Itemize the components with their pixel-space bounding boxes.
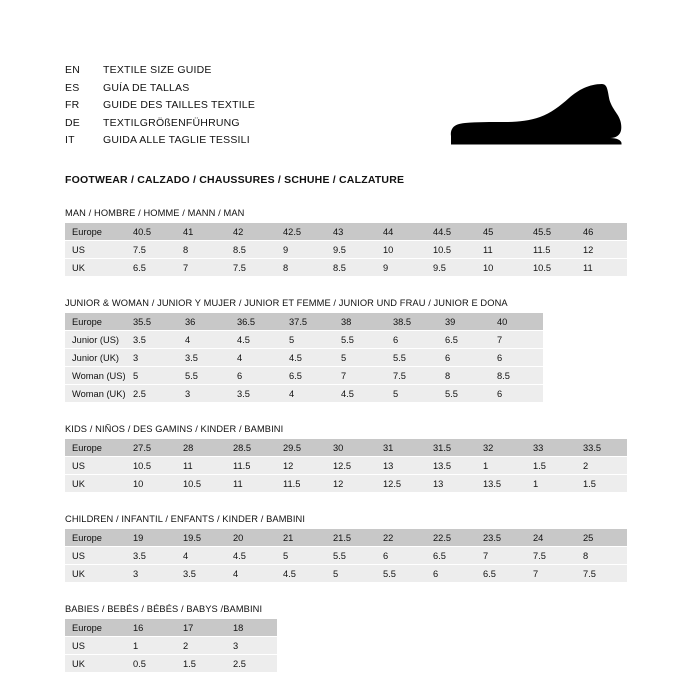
dress-shoe-icon xyxy=(439,74,629,152)
row-label: Junior (US) xyxy=(65,331,127,349)
language-row xyxy=(65,97,255,115)
cell: 6 xyxy=(491,385,543,403)
language-title-list xyxy=(65,62,255,150)
size-table-man xyxy=(65,223,627,276)
cell: 12.5 xyxy=(327,457,377,475)
language-title: TEXTILE SIZE GUIDE xyxy=(103,64,212,76)
cell: 1 xyxy=(127,637,177,655)
cell: 7.5 xyxy=(527,547,577,565)
size-table-junior-woman xyxy=(65,313,543,402)
cell: 3.5 xyxy=(231,385,283,403)
header-cell: 22 xyxy=(377,529,427,547)
table-row xyxy=(65,655,277,673)
cell: 12 xyxy=(577,241,627,259)
table-row xyxy=(65,385,543,403)
table-header-row xyxy=(65,313,543,331)
cell: 7 xyxy=(477,547,527,565)
cell: 4 xyxy=(283,385,335,403)
cell: 6 xyxy=(439,349,491,367)
cell: 1.5 xyxy=(177,655,227,673)
language-title: TEXTILGRÖßENFÜHRUNG xyxy=(103,116,240,129)
language-code: ES xyxy=(65,81,80,94)
language-row xyxy=(65,62,255,80)
cell: 5 xyxy=(335,349,387,367)
cell: 6.5 xyxy=(439,331,491,349)
table-row xyxy=(65,547,627,565)
header-cell: 27.5 xyxy=(127,439,177,457)
language-code: IT xyxy=(65,134,75,146)
cell: 10.5 xyxy=(527,259,577,277)
header-label: Europe xyxy=(65,529,127,547)
size-group-junior-woman xyxy=(65,298,635,402)
header-cell: 37.5 xyxy=(283,313,335,331)
header-cell: 42 xyxy=(227,223,277,241)
header-cell: 30 xyxy=(327,439,377,457)
cell: 4 xyxy=(231,349,283,367)
cell: 2 xyxy=(177,637,227,655)
cell: 4.5 xyxy=(227,547,277,565)
header-cell: 44.5 xyxy=(427,223,477,241)
table-row xyxy=(65,565,627,583)
cell: 1.5 xyxy=(577,475,627,493)
row-label: UK xyxy=(65,259,127,277)
table-row xyxy=(65,259,627,277)
cell: 5.5 xyxy=(439,385,491,403)
cell: 8 xyxy=(177,241,227,259)
size-table-kids xyxy=(65,439,627,492)
cell: 5 xyxy=(283,331,335,349)
cell: 7 xyxy=(177,259,227,277)
language-row xyxy=(65,132,255,150)
cell: 4.5 xyxy=(231,331,283,349)
row-label: UK xyxy=(65,475,127,493)
header-cell: 39 xyxy=(439,313,491,331)
cell: 8 xyxy=(577,547,627,565)
document-header xyxy=(65,62,635,152)
cell: 10 xyxy=(127,475,177,493)
size-group-children xyxy=(65,514,635,582)
cell: 3.5 xyxy=(179,349,231,367)
cell: 12.5 xyxy=(377,475,427,493)
cell: 10.5 xyxy=(427,241,477,259)
cell: 6.5 xyxy=(427,547,477,565)
cell: 12 xyxy=(277,457,327,475)
cell: 3 xyxy=(227,637,277,655)
cell: 11 xyxy=(477,241,527,259)
language-title: GUIDA ALLE TAGLIE TESSILI xyxy=(103,134,250,146)
language-row xyxy=(65,115,255,133)
cell: 13 xyxy=(427,475,477,493)
table-row xyxy=(65,349,543,367)
cell: 1 xyxy=(527,475,577,493)
cell: 3.5 xyxy=(177,565,227,583)
header-cell: 21.5 xyxy=(327,529,377,547)
header-label: Europe xyxy=(65,223,127,241)
cell: 1 xyxy=(477,457,527,475)
cell: 7.5 xyxy=(227,259,277,277)
row-label: US xyxy=(65,457,127,475)
header-cell: 31.5 xyxy=(427,439,477,457)
header-cell: 24 xyxy=(527,529,577,547)
cell: 3 xyxy=(127,565,177,583)
header-cell: 43 xyxy=(327,223,377,241)
header-cell: 18 xyxy=(227,619,277,637)
cell: 3.5 xyxy=(127,547,177,565)
header-cell: 40 xyxy=(491,313,543,331)
cell: 10.5 xyxy=(177,475,227,493)
cell: 5 xyxy=(277,547,327,565)
group-label: KIDS / NIÑOS / DES GAMINS / KINDER / BAMBINI xyxy=(65,424,284,434)
language-title: GUIDE DES TAILLES TEXTILE xyxy=(103,99,256,111)
header-label: Europe xyxy=(65,439,127,457)
cell: 0.5 xyxy=(127,655,177,673)
header-cell: 19.5 xyxy=(177,529,227,547)
header-cell: 42.5 xyxy=(277,223,327,241)
header-cell: 33 xyxy=(527,439,577,457)
cell: 7 xyxy=(335,367,387,385)
cell: 11.5 xyxy=(527,241,577,259)
header-cell: 16 xyxy=(127,619,177,637)
cell: 9.5 xyxy=(327,241,377,259)
language-code: FR xyxy=(65,99,80,111)
header-cell: 36.5 xyxy=(231,313,283,331)
row-label: US xyxy=(65,241,127,259)
cell: 5 xyxy=(127,367,179,385)
cell: 10 xyxy=(477,259,527,277)
header-cell: 38.5 xyxy=(387,313,439,331)
size-table-babies xyxy=(65,619,277,672)
language-code: EN xyxy=(65,64,80,76)
cell: 4.5 xyxy=(283,349,335,367)
language-row xyxy=(65,80,255,98)
cell: 10 xyxy=(377,241,427,259)
row-label: Woman (UK) xyxy=(65,385,127,403)
table-header-row xyxy=(65,223,627,241)
header-cell: 36 xyxy=(179,313,231,331)
header-cell: 32 xyxy=(477,439,527,457)
header-cell: 17 xyxy=(177,619,227,637)
cell: 6.5 xyxy=(477,565,527,583)
cell: 3 xyxy=(179,385,231,403)
header-cell: 29.5 xyxy=(277,439,327,457)
cell: 8.5 xyxy=(491,367,543,385)
cell: 12 xyxy=(327,475,377,493)
cell: 7.5 xyxy=(577,565,627,583)
cell: 11 xyxy=(227,475,277,493)
cell: 13 xyxy=(377,457,427,475)
cell: 3.5 xyxy=(127,331,179,349)
table-row xyxy=(65,637,277,655)
header-cell: 23.5 xyxy=(477,529,527,547)
cell: 7 xyxy=(491,331,543,349)
header-cell: 28 xyxy=(177,439,227,457)
cell: 4.5 xyxy=(277,565,327,583)
cell: 8.5 xyxy=(327,259,377,277)
header-cell: 25 xyxy=(577,529,627,547)
header-cell: 20 xyxy=(227,529,277,547)
cell: 4.5 xyxy=(335,385,387,403)
row-label: US xyxy=(65,547,127,565)
header-cell: 19 xyxy=(127,529,177,547)
header-cell: 41 xyxy=(177,223,227,241)
cell: 6.5 xyxy=(283,367,335,385)
cell: 7.5 xyxy=(387,367,439,385)
cell: 5.5 xyxy=(387,349,439,367)
cell: 5.5 xyxy=(179,367,231,385)
header-cell: 40.5 xyxy=(127,223,177,241)
cell: 7.5 xyxy=(127,241,177,259)
cell: 11 xyxy=(177,457,227,475)
cell: 6 xyxy=(231,367,283,385)
row-label: UK xyxy=(65,655,127,673)
group-label: MAN / HOMBRE / HOMME / MANN / MAN xyxy=(65,208,245,218)
header-cell: 21 xyxy=(277,529,327,547)
cell: 5.5 xyxy=(335,331,387,349)
cell: 2 xyxy=(577,457,627,475)
group-label: BABIES / BEBÉS / BÉBÉS / BABYS /BAMBINI xyxy=(65,604,263,614)
cell: 3 xyxy=(127,349,179,367)
cell: 11.5 xyxy=(227,457,277,475)
cell: 9.5 xyxy=(427,259,477,277)
category-title: FOOTWEAR / CALZADO / CHAUSSURES / SCHUHE / CALZATURE xyxy=(65,174,405,186)
header-cell: 31 xyxy=(377,439,427,457)
cell: 5 xyxy=(387,385,439,403)
cell: 5 xyxy=(327,565,377,583)
header-cell: 46 xyxy=(577,223,627,241)
cell: 2.5 xyxy=(227,655,277,673)
table-row xyxy=(65,331,543,349)
cell: 9 xyxy=(377,259,427,277)
cell: 6 xyxy=(491,349,543,367)
cell: 10.5 xyxy=(127,457,177,475)
cell: 9 xyxy=(277,241,327,259)
header-cell: 45 xyxy=(477,223,527,241)
cell: 6 xyxy=(427,565,477,583)
header-label: Europe xyxy=(65,313,127,331)
cell: 11.5 xyxy=(277,475,327,493)
table-header-row xyxy=(65,619,277,637)
size-group-kids xyxy=(65,424,635,492)
table-header-row xyxy=(65,529,627,547)
cell: 8 xyxy=(277,259,327,277)
size-group-babies xyxy=(65,604,635,672)
row-label: Woman (US) xyxy=(65,367,127,385)
cell: 13.5 xyxy=(477,475,527,493)
row-label: Junior (UK) xyxy=(65,349,127,367)
cell: 8.5 xyxy=(227,241,277,259)
cell: 2.5 xyxy=(127,385,179,403)
header-label: Europe xyxy=(65,619,127,637)
header-cell: 45.5 xyxy=(527,223,577,241)
header-cell: 35.5 xyxy=(127,313,179,331)
cell: 4 xyxy=(179,331,231,349)
cell: 6 xyxy=(377,547,427,565)
table-row xyxy=(65,475,627,493)
table-row xyxy=(65,457,627,475)
row-label: UK xyxy=(65,565,127,583)
table-row xyxy=(65,367,543,385)
header-cell: 28.5 xyxy=(227,439,277,457)
cell: 5.5 xyxy=(327,547,377,565)
table-row xyxy=(65,241,627,259)
header-cell: 22.5 xyxy=(427,529,477,547)
cell: 7 xyxy=(527,565,577,583)
size-table-children xyxy=(65,529,627,582)
table-header-row xyxy=(65,439,627,457)
cell: 5.5 xyxy=(377,565,427,583)
cell: 8 xyxy=(439,367,491,385)
group-label: JUNIOR & WOMAN / JUNIOR Y MUJER / JUNIOR ET FEMME / JUNIOR UND FRAU / JUNIOR E DONA xyxy=(65,298,508,308)
language-title: GUÍA DE TALLAS xyxy=(103,81,190,94)
cell: 4 xyxy=(177,547,227,565)
cell: 4 xyxy=(227,565,277,583)
header-cell: 38 xyxy=(335,313,387,331)
group-label: CHILDREN / INFANTIL / ENFANTS / KINDER / BAMBINI xyxy=(65,514,306,524)
cell: 1.5 xyxy=(527,457,577,475)
cell: 13.5 xyxy=(427,457,477,475)
cell: 6.5 xyxy=(127,259,177,277)
cell: 6 xyxy=(387,331,439,349)
size-group-man xyxy=(65,208,635,276)
header-cell: 44 xyxy=(377,223,427,241)
cell: 11 xyxy=(577,259,627,277)
row-label: US xyxy=(65,637,127,655)
language-code: DE xyxy=(65,116,80,129)
header-cell: 33.5 xyxy=(577,439,627,457)
